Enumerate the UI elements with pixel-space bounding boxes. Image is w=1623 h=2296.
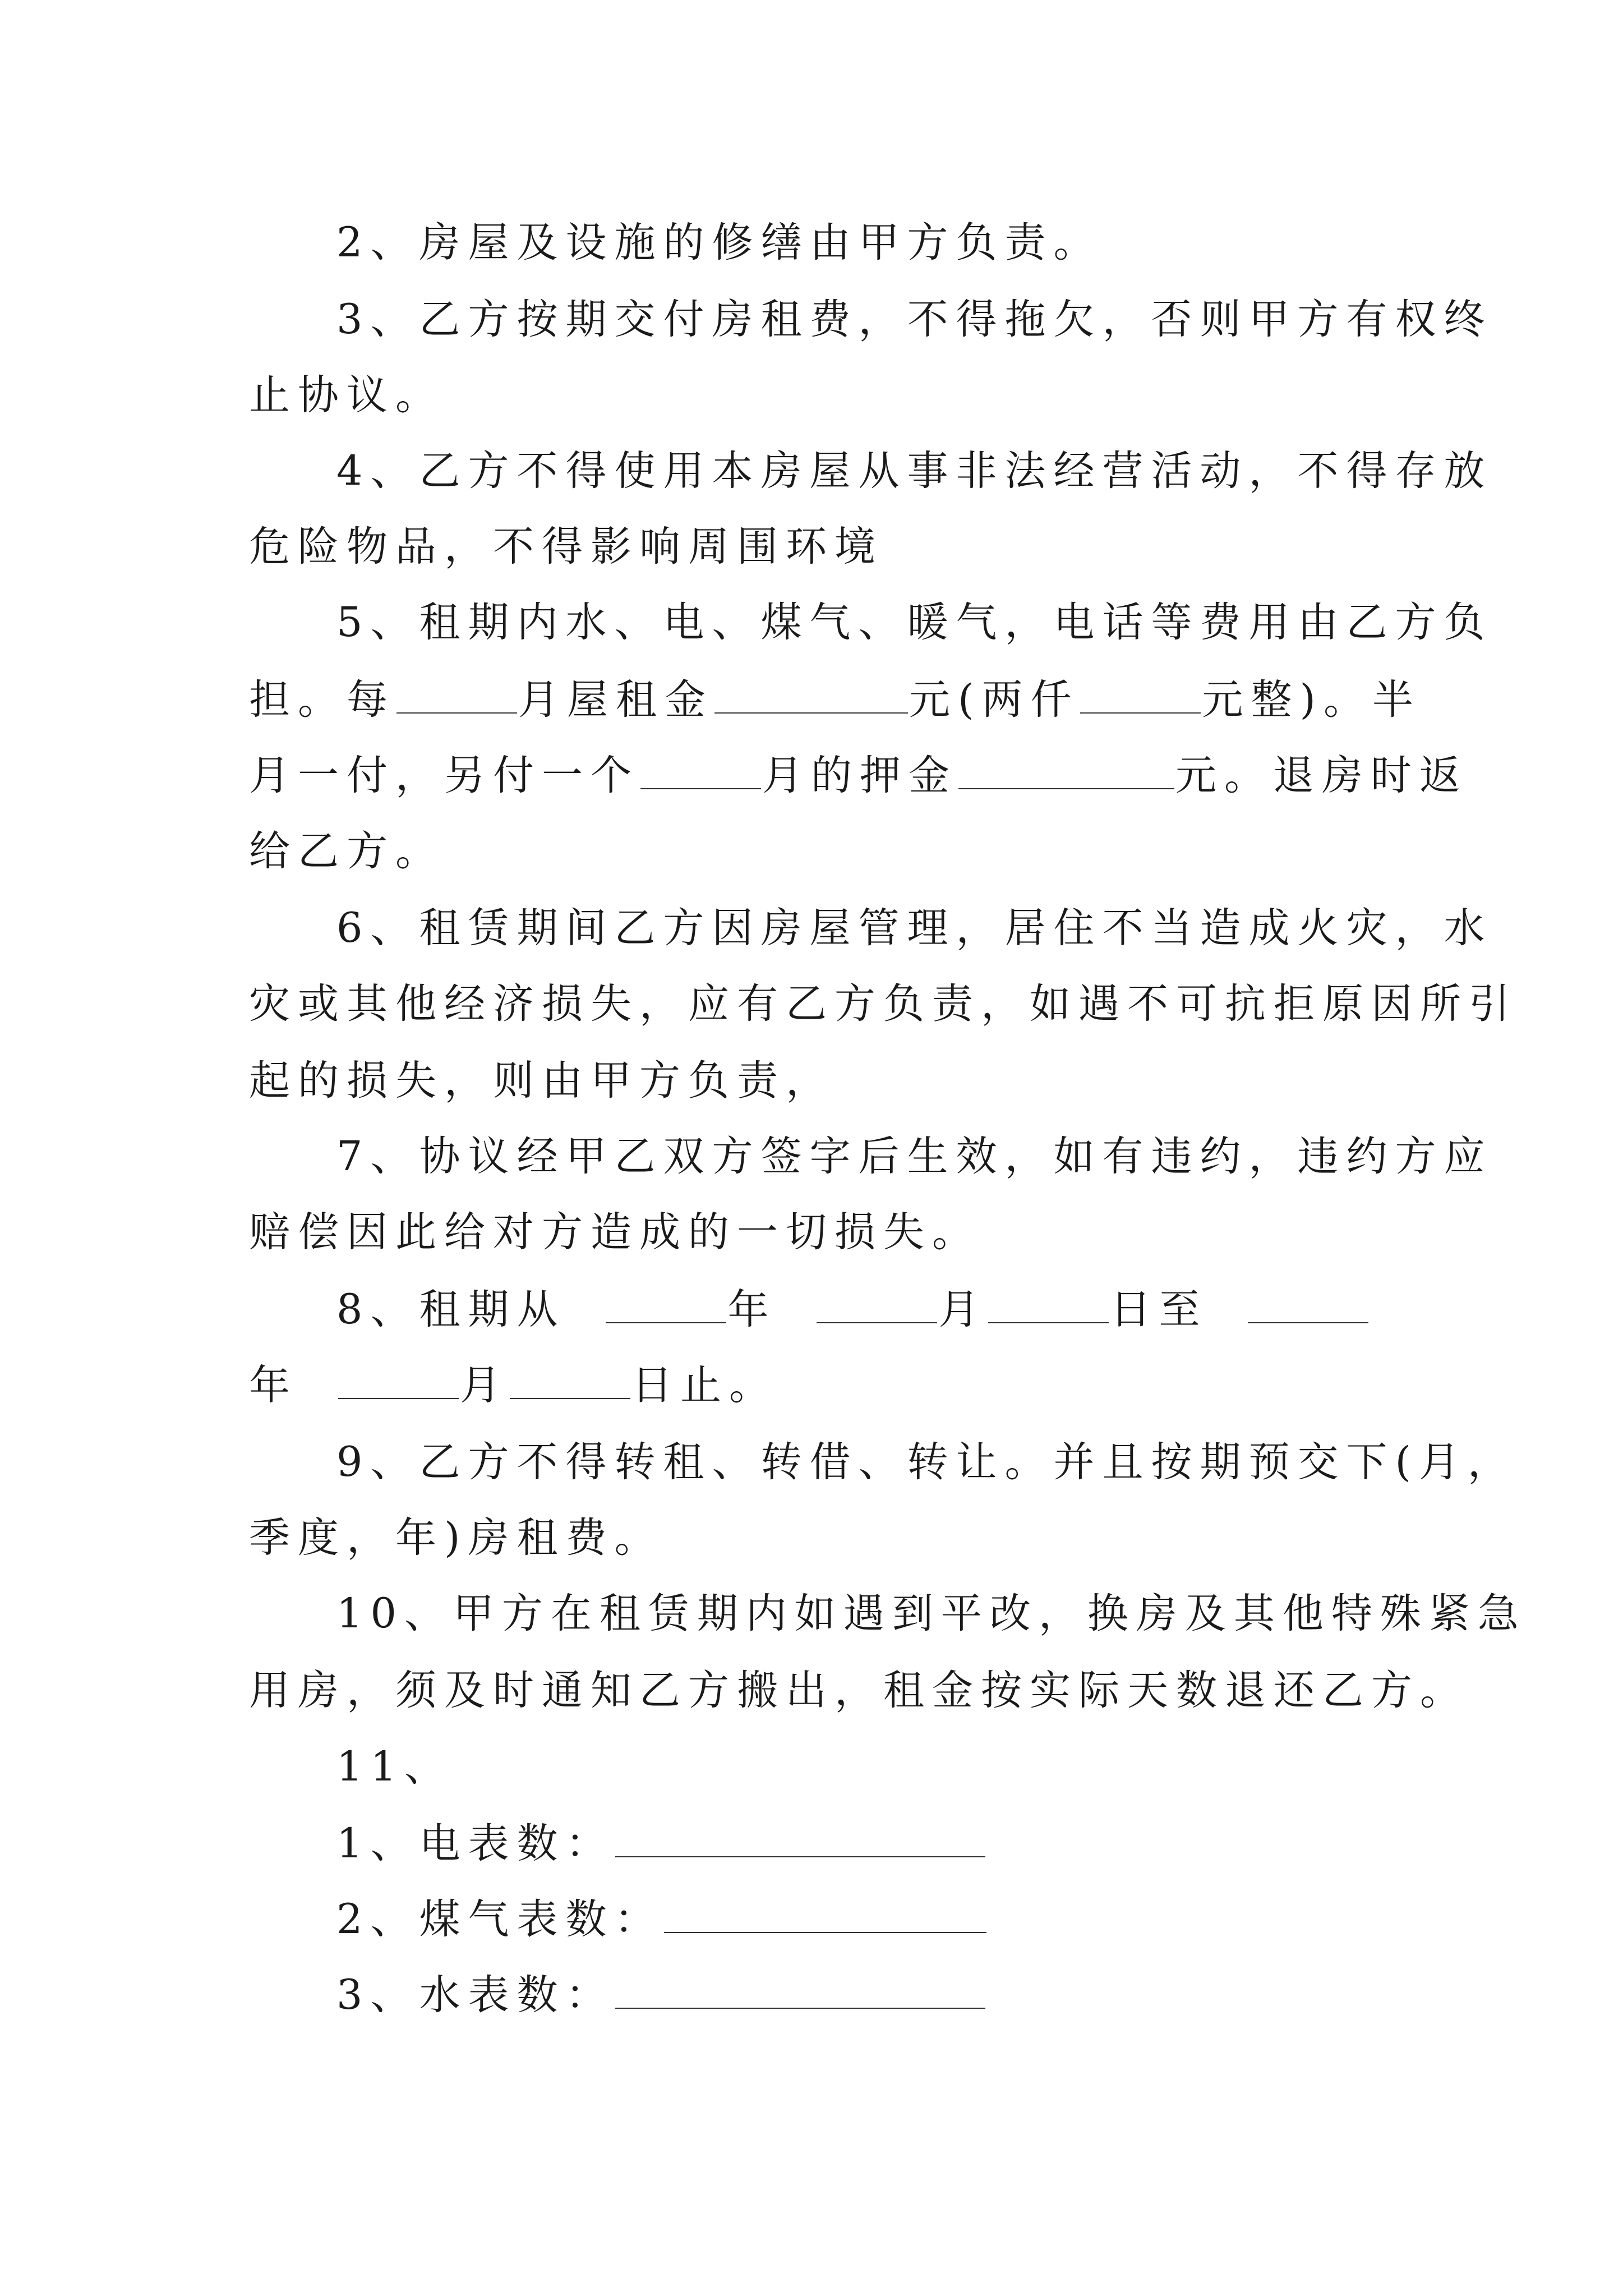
clause-11 <box>336 1739 453 1795</box>
blank-field[interactable] <box>338 1359 459 1399</box>
blank-field[interactable] <box>988 1283 1109 1323</box>
clause-text: 月屋租金 <box>518 676 713 724</box>
clause-text: 月一付，另付一个 <box>249 752 639 799</box>
blank-field[interactable] <box>1080 673 1201 714</box>
clause-5-line-1 <box>336 595 1492 651</box>
clause-6-line-1 <box>336 900 1492 956</box>
blank-field[interactable] <box>817 1283 937 1323</box>
meter-electric <box>336 1816 986 1872</box>
clause-text: 11、 <box>336 1743 453 1791</box>
clause-text: 10、甲方在租赁期内如遇到平改，换房及其他特殊紧急 <box>336 1590 1527 1637</box>
clause-text: 季度，年)房租费。 <box>249 1514 663 1562</box>
clause-text: 日至 <box>1110 1286 1208 1333</box>
blank-field[interactable] <box>958 749 1174 789</box>
clause-text: 4、乙方不得使用本房屋从事非法经营活动，不得存放 <box>336 447 1493 495</box>
clause-text: 年 <box>249 1361 298 1409</box>
clause-text: 年 <box>727 1286 777 1333</box>
clause-text: 7、协议经甲乙双方签字后生效，如有违约，违约方应 <box>336 1133 1493 1180</box>
clause-8-line-1 <box>336 1282 1370 1338</box>
blank-field[interactable] <box>1248 1283 1368 1323</box>
clause-text: 元整)。半 <box>1202 676 1421 724</box>
clause-text: 月的押金 <box>762 752 957 799</box>
clause-7-line-2 <box>249 1204 981 1260</box>
clause-5-line-4 <box>249 823 444 880</box>
meter-water <box>336 1967 986 2023</box>
clause-text: 2、房屋及设施的修缮由甲方负责。 <box>336 219 1103 266</box>
clause-8-line-2 <box>249 1358 778 1414</box>
clause-4-line-2 <box>249 519 883 575</box>
clause-text: 9、乙方不得转租、转借、转让。并且按期预交下(月， <box>336 1438 1516 1486</box>
blank-field[interactable] <box>640 749 761 789</box>
clause-text: 赔偿因此给对方造成的一切损失。 <box>249 1208 981 1256</box>
clause-text: 6、租赁期间乙方因房屋管理，居住不当造成火灾，水 <box>336 904 1493 952</box>
clause-text: 5、租期内水、电、煤气、暖气，电话等费用由乙方负 <box>336 599 1493 646</box>
clause-text: 元(两仟 <box>909 676 1080 724</box>
clause-9-line-1 <box>336 1434 1516 1490</box>
clause-7-line-1 <box>336 1129 1492 1185</box>
clause-text: 日止。 <box>631 1361 778 1409</box>
clause-2 <box>336 215 1102 271</box>
blank-field[interactable] <box>396 673 517 714</box>
blank-field[interactable] <box>510 1359 630 1399</box>
clause-text: 止协议。 <box>249 371 444 419</box>
clause-4-line-1 <box>336 443 1492 499</box>
clause-6-line-2 <box>249 976 1518 1032</box>
blank-field[interactable] <box>664 1893 986 1933</box>
meter-label: 2、煤气表数： <box>336 1895 663 1943</box>
blank-field[interactable] <box>615 1817 985 1857</box>
clause-5-line-2 <box>249 672 1421 728</box>
clause-text: 灾或其他经济损失，应有乙方负责，如遇不可抗拒原因所引 <box>249 980 1518 1028</box>
clause-text: 月 <box>938 1286 988 1333</box>
clause-10-line-2 <box>249 1663 1469 1719</box>
clause-10-line-1 <box>336 1586 1527 1642</box>
clause-text: 3、乙方按期交付房租费，不得拖欠，否则甲方有权终 <box>336 296 1493 343</box>
blank-field[interactable] <box>714 673 908 714</box>
clause-text: 给乙方。 <box>249 827 444 875</box>
clause-5-line-3 <box>249 748 1468 804</box>
blank-field[interactable] <box>615 1968 985 2009</box>
meter-label: 1、电表数： <box>336 1820 615 1867</box>
clause-text: 8、租期从 <box>336 1286 566 1333</box>
clause-3-line-2 <box>249 367 444 424</box>
clause-9-line-2 <box>249 1510 663 1566</box>
clause-6-line-3 <box>249 1053 834 1109</box>
blank-field[interactable] <box>606 1283 726 1323</box>
clause-text: 起的损失，则由甲方负责， <box>249 1057 834 1105</box>
meter-label: 3、水表数： <box>336 1971 615 2019</box>
clause-text: 担。每 <box>249 676 395 724</box>
clause-text: 用房，须及时通知乙方搬出，租金按实际天数退还乙方。 <box>249 1667 1469 1714</box>
meter-gas <box>336 1892 988 1948</box>
clause-text: 危险物品，不得影响周围环境 <box>249 523 883 570</box>
clause-text: 元。退房时返 <box>1175 752 1468 799</box>
clause-text: 月 <box>460 1361 509 1409</box>
clause-3-line-1 <box>336 292 1492 348</box>
